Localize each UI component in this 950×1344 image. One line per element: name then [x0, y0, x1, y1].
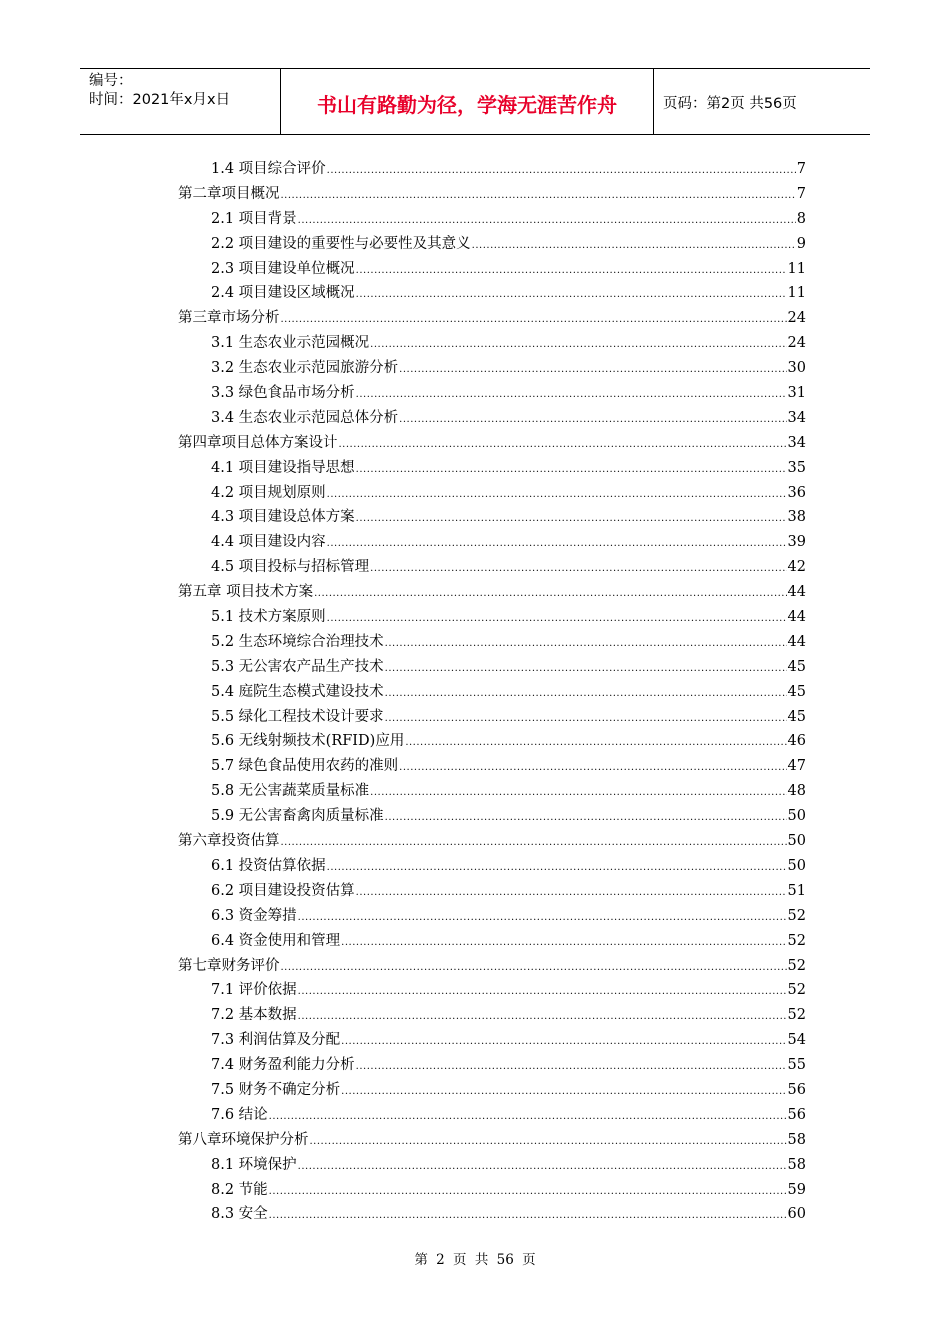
toc-chapter-entry[interactable]: [178, 580, 806, 605]
toc-dot-leader: [298, 1161, 787, 1172]
toc-section-entry[interactable]: [178, 978, 806, 1003]
toc-dot-leader: [356, 887, 787, 898]
toc-section-entry[interactable]: [178, 879, 806, 904]
toc-entry-page: 7: [796, 185, 806, 202]
toc-entry-page: 11: [787, 285, 806, 302]
toc-entry-page: 45: [787, 708, 806, 725]
toc-dot-leader: [399, 364, 786, 375]
toc-dot-leader: [327, 165, 796, 176]
toc-entry-title: 7.3 利润估算及分配: [211, 1032, 341, 1049]
toc-entry-title: 第八章环境保护分析: [178, 1131, 309, 1148]
toc-dot-leader: [385, 688, 787, 699]
toc-entry-title: 4.3 项目建设总体方案: [211, 509, 355, 526]
toc-dot-leader: [356, 265, 787, 276]
toc-entry-title: 2.3 项目建设单位概况: [211, 260, 355, 277]
toc-dot-leader: [385, 812, 787, 823]
toc-entry-page: 50: [787, 833, 806, 850]
toc-entry-title: 2.1 项目背景: [211, 210, 297, 227]
toc-entry-page: 44: [787, 584, 806, 601]
toc-entry-title: 8.2 节能: [211, 1181, 268, 1198]
toc-entry-page: 56: [787, 1081, 806, 1098]
toc-entry-page: 52: [787, 907, 806, 924]
toc-section-entry[interactable]: [178, 232, 806, 257]
toc-section-entry[interactable]: [178, 754, 806, 779]
toc-entry-page: 52: [787, 932, 806, 949]
toc-entry-title: 5.4 庭院生态模式建设技术: [211, 683, 384, 700]
toc-entry-page: 7: [796, 161, 806, 177]
toc-section-entry[interactable]: [178, 1153, 806, 1178]
toc-chapter-entry[interactable]: [178, 182, 806, 207]
toc-entry-title: 8.3 安全: [211, 1206, 268, 1223]
toc-entry-title: 7.5 财务不确定分析: [211, 1081, 341, 1098]
toc-entry-title: 2.2 项目建设的重要性与必要性及其意义: [211, 235, 471, 252]
footer-page-number: 第 2 页 共 56 页: [414, 1252, 536, 1268]
toc-chapter-entry[interactable]: [178, 1128, 806, 1153]
toc-entry-page: 24: [787, 335, 806, 352]
document-time-label: 时间：2021年x月x日: [89, 92, 231, 108]
toc-entry-title: 3.2 生态农业示范园旅游分析: [211, 360, 399, 377]
toc-entry-title: 6.2 项目建设投资估算: [211, 882, 355, 899]
toc-dot-leader: [327, 538, 787, 549]
toc-entry-page: 42: [787, 559, 806, 576]
toc-section-entry[interactable]: [178, 729, 806, 754]
toc-entry-page: 52: [787, 1007, 806, 1024]
toc-dot-leader: [399, 414, 786, 425]
toc-section-entry[interactable]: [178, 505, 806, 530]
toc-section-entry[interactable]: [178, 157, 806, 182]
toc-section-entry[interactable]: [178, 605, 806, 630]
toc-section-entry[interactable]: [178, 1003, 806, 1028]
toc-entry-page: 54: [787, 1032, 806, 1049]
toc-entry-title: 3.3 绿色食品市场分析: [211, 385, 355, 402]
toc-entry-page: 24: [787, 310, 806, 327]
toc-entry-title: 第二章项目概况: [178, 185, 280, 202]
toc-dot-leader: [339, 439, 787, 450]
toc-entry-title: 6.3 资金筹措: [211, 907, 297, 924]
toc-dot-leader: [298, 986, 787, 997]
header-info-cell: [80, 69, 281, 134]
toc-entry-page: 46: [787, 733, 806, 750]
toc-chapter-entry[interactable]: [178, 829, 806, 854]
toc-entry-title: 5.3 无公害农产品生产技术: [211, 658, 384, 675]
toc-section-entry[interactable]: [178, 1202, 806, 1227]
header-slogan-cell: [281, 69, 654, 134]
toc-entry-title: 5.9 无公害畜禽肉质量标准: [211, 808, 384, 825]
page-footer: [0, 1248, 950, 1268]
toc-dot-leader: [385, 638, 787, 649]
toc-dot-leader: [472, 240, 796, 251]
header-slogan: 书山有路勤为径，学海无涯苦作舟: [317, 93, 617, 117]
toc-entry-title: 5.6 无线射频技术(RFID)应用: [211, 733, 405, 750]
toc-dot-leader: [370, 339, 786, 350]
toc-dot-leader: [356, 464, 787, 475]
toc-dot-leader: [298, 912, 787, 923]
toc-entry-title: 8.1 环境保护: [211, 1156, 297, 1173]
toc-section-entry[interactable]: [178, 1028, 806, 1053]
toc-entry-title: 4.2 项目规划原则: [211, 484, 326, 501]
toc-section-entry[interactable]: [178, 904, 806, 929]
toc-section-entry[interactable]: [178, 680, 806, 705]
toc-section-entry[interactable]: [178, 281, 806, 306]
toc-entry-page: 8: [796, 210, 806, 227]
toc-dot-leader: [405, 737, 786, 748]
toc-dot-leader: [281, 837, 787, 848]
toc-entry-title: 第三章市场分析: [178, 310, 280, 327]
toc-entry-page: 50: [787, 857, 806, 874]
toc-dot-leader: [269, 1186, 787, 1197]
toc-entry-title: 5.8 无公害蔬菜质量标准: [211, 783, 370, 800]
toc-entry-title: 7.1 评价依据: [211, 982, 297, 999]
toc-entry-page: 44: [787, 633, 806, 650]
toc-entry-page: 60: [787, 1206, 806, 1223]
toc-section-entry[interactable]: [178, 331, 806, 356]
toc-entry-title: 3.4 生态农业示范园总体分析: [211, 409, 399, 426]
toc-section-entry[interactable]: [178, 705, 806, 730]
toc-dot-leader: [385, 713, 787, 724]
toc-dot-leader: [298, 215, 796, 226]
toc-entry-page: 47: [787, 758, 806, 775]
toc-entry-page: 11: [787, 260, 806, 277]
toc-entry-title: 第七章财务评价: [178, 957, 280, 974]
toc-section-entry[interactable]: [178, 530, 806, 555]
toc-entry-title: 4.5 项目投标与招标管理: [211, 559, 370, 576]
toc-dot-leader: [327, 862, 787, 873]
toc-dot-leader: [314, 588, 786, 599]
toc-entry-page: 39: [787, 534, 806, 551]
toc-entry-page: 38: [787, 509, 806, 526]
toc-entry-title: 4.1 项目建设指导思想: [211, 459, 355, 476]
toc-chapter-entry[interactable]: [178, 431, 806, 456]
toc-entry-title: 5.2 生态环境综合治理技术: [211, 633, 384, 650]
toc-dot-leader: [370, 563, 786, 574]
toc-entry-page: 58: [787, 1131, 806, 1148]
toc-entry-page: 59: [787, 1181, 806, 1198]
toc-dot-leader: [310, 1136, 787, 1147]
toc-entry-page: 51: [787, 882, 806, 899]
toc-dot-leader: [269, 1111, 787, 1122]
toc-section-entry[interactable]: [178, 1103, 806, 1128]
toc-entry-title: 4.4 项目建设内容: [211, 534, 326, 551]
toc-entry-page: 45: [787, 658, 806, 675]
toc-entry-page: 45: [787, 683, 806, 700]
toc-entry-title: 6.4 资金使用和管理: [211, 932, 341, 949]
toc-entry-page: 34: [787, 434, 806, 451]
toc-dot-leader: [356, 289, 787, 300]
toc-dot-leader: [341, 1036, 786, 1047]
toc-section-entry[interactable]: [178, 555, 806, 580]
page-header: [80, 68, 870, 135]
toc-section-entry[interactable]: [178, 481, 806, 506]
toc-dot-leader: [281, 314, 787, 325]
toc-entry-title: 5.1 技术方案原则: [211, 609, 326, 626]
toc-entry-page: 35: [787, 459, 806, 476]
toc-section-entry[interactable]: [178, 630, 806, 655]
toc-section-entry[interactable]: [178, 854, 806, 879]
toc-entry-page: 56: [787, 1106, 806, 1123]
toc-dot-leader: [269, 1210, 787, 1221]
table-of-contents: [178, 157, 806, 1227]
toc-entry-title: 2.4 项目建设区域概况: [211, 285, 355, 302]
toc-section-entry[interactable]: [178, 406, 806, 431]
toc-dot-leader: [385, 663, 787, 674]
toc-dot-leader: [281, 962, 787, 973]
toc-entry-title: 7.2 基本数据: [211, 1007, 297, 1024]
toc-entry-page: 55: [787, 1057, 806, 1074]
toc-entry-page: 31: [787, 385, 806, 402]
toc-chapter-entry[interactable]: [178, 954, 806, 979]
toc-entry-title: 7.4 财务盈利能力分析: [211, 1057, 355, 1074]
toc-entry-page: 34: [787, 409, 806, 426]
toc-dot-leader: [356, 389, 787, 400]
toc-entry-page: 58: [787, 1156, 806, 1173]
toc-section-entry[interactable]: [178, 1078, 806, 1103]
toc-entry-title: 第六章投资估算: [178, 833, 280, 850]
toc-section-entry[interactable]: [178, 356, 806, 381]
toc-section-entry[interactable]: [178, 257, 806, 282]
toc-dot-leader: [356, 513, 787, 524]
toc-section-entry[interactable]: [178, 655, 806, 680]
toc-entry-title: 6.1 投资估算依据: [211, 857, 326, 874]
toc-dot-leader: [327, 613, 787, 624]
toc-entry-page: 50: [787, 808, 806, 825]
toc-dot-leader: [327, 489, 787, 500]
toc-dot-leader: [356, 1061, 787, 1072]
toc-section-entry[interactable]: [178, 804, 806, 829]
toc-section-entry[interactable]: [178, 1053, 806, 1078]
header-page-cell: [654, 69, 870, 134]
toc-dot-leader: [298, 1011, 787, 1022]
toc-entry-title: 7.6 结论: [211, 1106, 268, 1123]
toc-dot-leader: [341, 937, 786, 948]
toc-section-entry[interactable]: [178, 207, 806, 232]
toc-chapter-entry[interactable]: [178, 306, 806, 331]
toc-entry-title: 第五章 项目技术方案: [178, 584, 314, 601]
toc-entry-page: 44: [787, 609, 806, 626]
toc-section-entry[interactable]: [178, 456, 806, 481]
toc-entry-page: 52: [787, 982, 806, 999]
toc-entry-page: 36: [787, 484, 806, 501]
toc-entry-title: 第四章项目总体方案设计: [178, 434, 338, 451]
toc-entry-page: 52: [787, 957, 806, 974]
toc-entry-title: 5.5 绿化工程技术设计要求: [211, 708, 384, 725]
toc-dot-leader: [370, 787, 786, 798]
toc-entry-title: 1.4 项目综合评价: [211, 161, 326, 177]
toc-entry-page: 48: [787, 783, 806, 800]
document-number-label: 编号：: [89, 73, 133, 89]
toc-section-entry[interactable]: [178, 1178, 806, 1203]
toc-entry-page: 9: [796, 235, 806, 252]
toc-entry-title: 5.7 绿色食品使用农药的准则: [211, 758, 399, 775]
toc-dot-leader: [399, 762, 786, 773]
header-page-number: 页码：第2页 共56页: [663, 96, 797, 112]
toc-dot-leader: [281, 190, 796, 201]
toc-section-entry[interactable]: [178, 779, 806, 804]
toc-section-entry[interactable]: [178, 929, 806, 954]
toc-entry-page: 30: [787, 360, 806, 377]
toc-section-entry[interactable]: [178, 381, 806, 406]
toc-dot-leader: [341, 1086, 786, 1097]
toc-entry-title: 3.1 生态农业示范园概况: [211, 335, 370, 352]
